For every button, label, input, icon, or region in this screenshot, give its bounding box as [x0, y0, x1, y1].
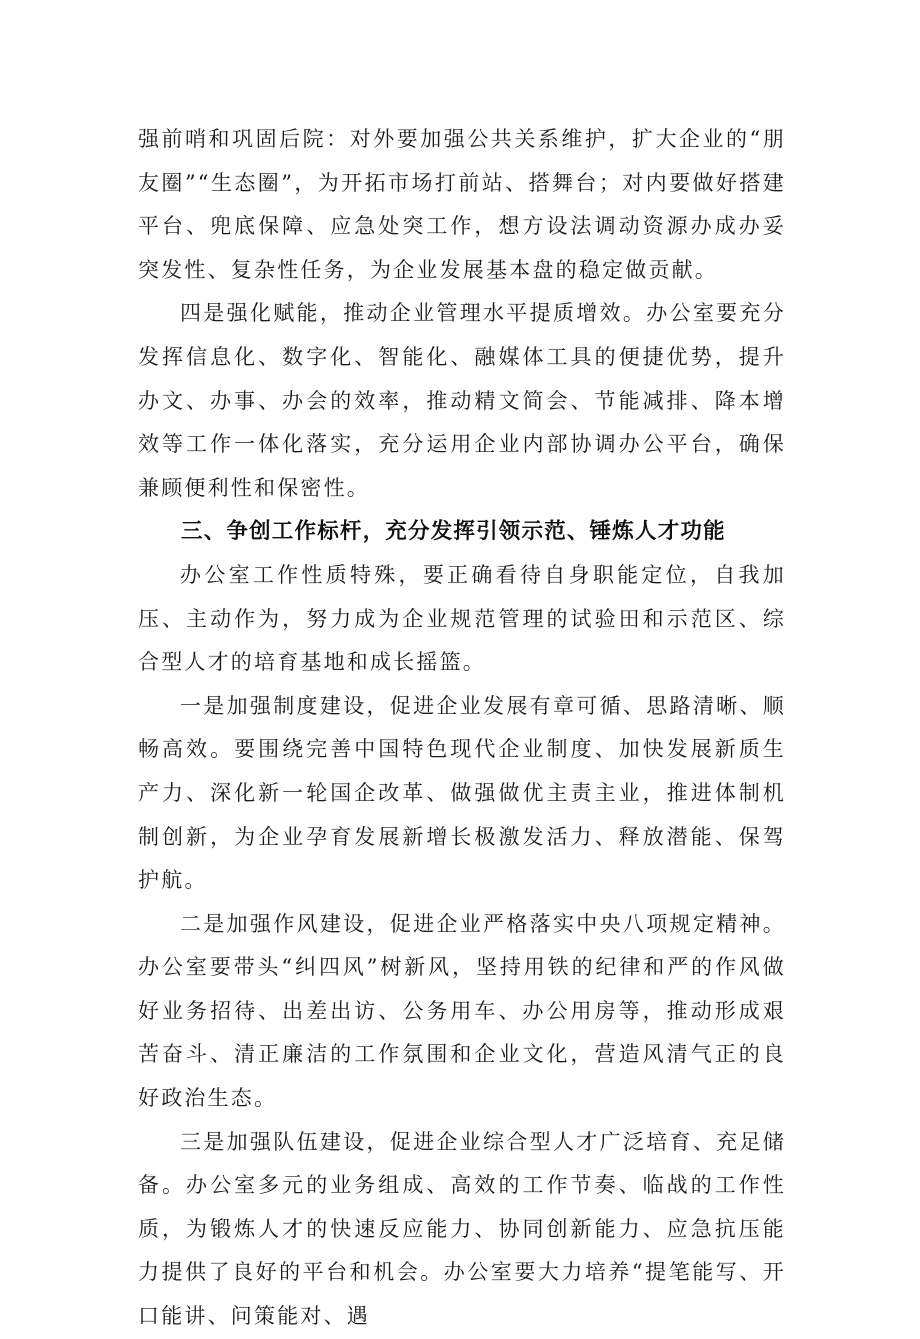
document-body [138, 118, 786, 1339]
section-heading-three: 三、争创工作标杆，充分发挥引领示范、锤炼人才功能 [181, 519, 726, 545]
paragraph-point-one: 一是加强制度建设，促进企业发展有章可循、思路清晰、顺畅高效。要围绕完善中国特色现代企业制度、加快发展新质生产力、深化新一轮国企改革、做强做优主责主业，推进体制机制创新，为企业孕育发展新增长极激发活力、释放潜能、保驾护航。 [138, 693, 786, 893]
paragraph-continuation: 强前哨和巩固后院：对外要加强公共关系维护，扩大企业的“朋友圈”“生态圈”，为开拓市场打前站、搭舞台；对内要做好搭建平台、兜底保障、应急处突工作，想方设法调动资源办成办妥突发性、复杂性任务，为企业发展基本盘的稳定做贡献。 [138, 127, 786, 282]
paragraph-point-four: 四是强化赋能，推动企业管理水平提质增效。办公室要充分发挥信息化、数字化、智能化、融媒体工具的便捷优势，提升办文、办事、办会的效率，推动精文简会、节能减排、降本增效等工作一体化落实，充分运用企业内部协调办公平台，确保兼顾便利性和保密性。 [138, 301, 786, 500]
paragraph-section-intro: 办公室工作性质特殊，要正确看待自身职能定位，自我加压、主动作为，努力成为企业规范管理的试验田和示范区、综合型人才的培育基地和成长摇篮。 [138, 562, 786, 675]
paragraph-point-two: 二是加强作风建设，促进企业严格落实中央八项规定精神。办公室要带头“纠四风”树新风，坚持用铁的纪律和严的作风做好业务招待、出差出访、公务用车、办公用房等，推动形成艰苦奋斗、清正廉洁的工作氛围和企业文化，营造风清气正的良好政治生态。 [138, 911, 786, 1111]
paragraph-point-three: 三是加强队伍建设，促进企业综合型人才广泛培育、充足储备。办公室多元的业务组成、高效的工作节奏、临战的工作性质，为锻炼人才的快速反应能力、协同创新能力、应急抗压能力提供了良好的平台和机会。办公室要大力培养“提笔能写、开口能讲、问策能对、遇 [138, 1129, 786, 1329]
